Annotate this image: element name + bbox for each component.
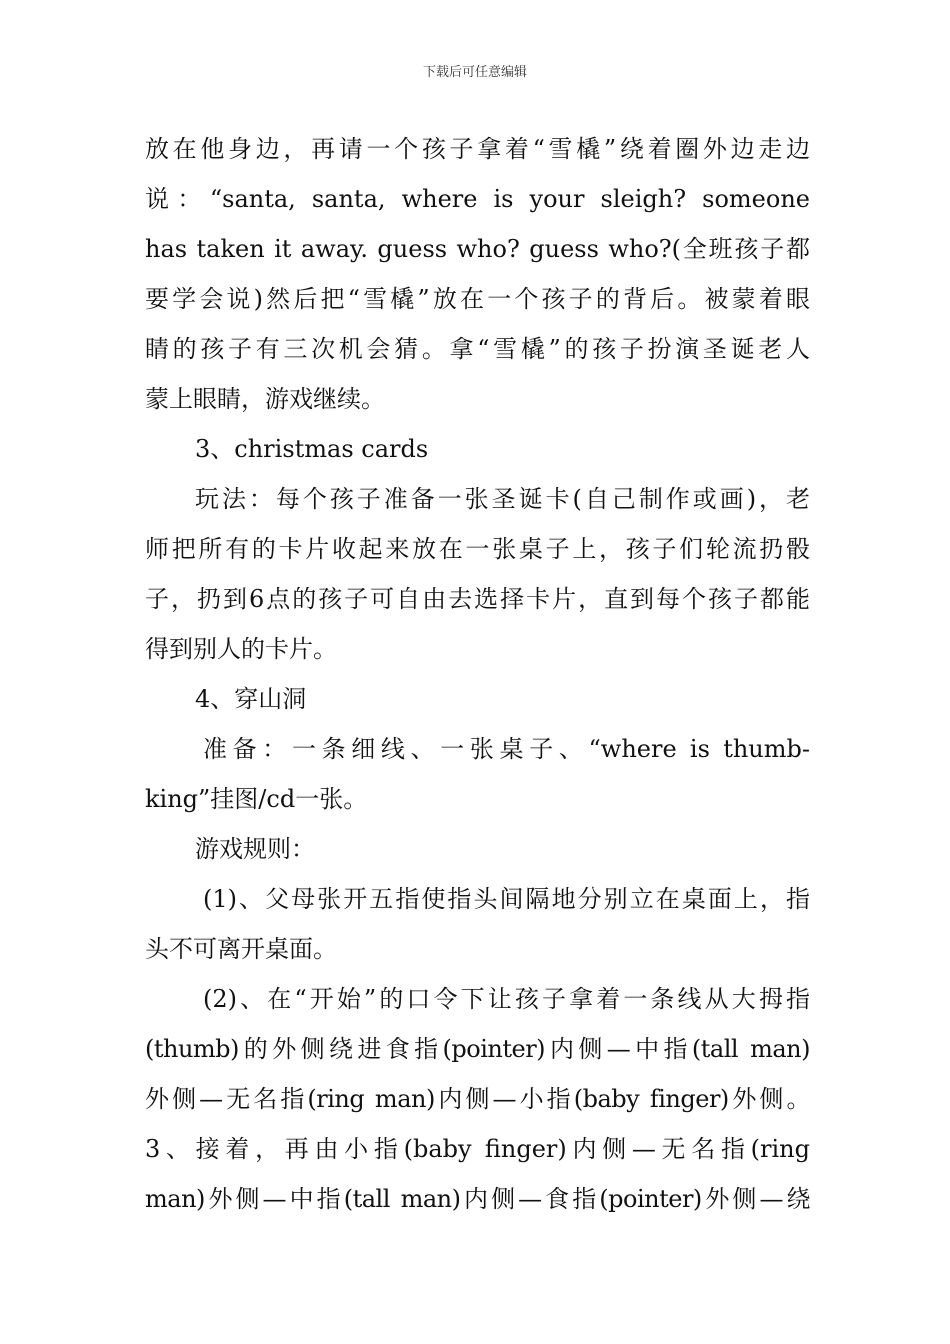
text-line: 师把所有的卡片收起来放在一张桌子上，孩子们轮流扔骰 [145, 535, 810, 563]
text-line: 玩法：每个孩子准备一张圣诞卡(自己制作或画)，老 [195, 485, 810, 513]
text-line: 子，扔到6点的孩子可自由去选择卡片，直到每个孩子都能 [145, 585, 810, 613]
section-heading: 3、christmas cards [195, 435, 429, 463]
text-line: 放在他身边，再请一个孩子拿着“雪橇”绕着圈外边走边 [145, 135, 810, 163]
text-line: (thumb)的外侧绕进食指(pointer)内侧—中指(tall man) [145, 1035, 810, 1063]
text-line: (1)、父母张开五指使指头间隔地分别立在桌面上，指 [203, 885, 810, 913]
text-line: 头不可离开桌面。 [145, 935, 337, 963]
text-line: 游戏规则： [195, 835, 315, 863]
text-line: 准备：一条细线、一张桌子、“where is thumb- [203, 735, 810, 763]
text-line: 说：“santa, santa, where is your sleigh? someone [145, 185, 810, 213]
text-line: 睛的孩子有三次机会猜。拿“雪橇”的孩子扮演圣诞老人 [145, 335, 810, 363]
text-line: 要学会说)然后把“雪橇”放在一个孩子的背后。被蒙着眼 [145, 285, 810, 313]
text-line: 蒙上眼睛，游戏继续。 [145, 385, 385, 413]
page-header: 下载后可任意编辑 [422, 65, 527, 80]
section-heading: 4、穿山洞 [195, 685, 307, 713]
text-line: king”挂图/cd一张。 [145, 785, 368, 813]
text-line: 3、接着，再由小指(baby finger)内侧—无名指(ring [145, 1135, 810, 1163]
text-line: man)外侧—中指(tall man)内侧—食指(pointer)外侧—绕 [145, 1185, 810, 1213]
text-line: 外侧—无名指(ring man)内侧—小指(baby finger)外侧。 [145, 1085, 810, 1113]
document-body [145, 124, 810, 1224]
text-line: (2)、在“开始”的口令下让孩子拿着一条线从大拇指 [203, 985, 810, 1013]
text-line: has taken it away. guess who? guess who?(全班孩子都 [145, 235, 810, 263]
text-line: 得到别人的卡片。 [145, 635, 337, 663]
